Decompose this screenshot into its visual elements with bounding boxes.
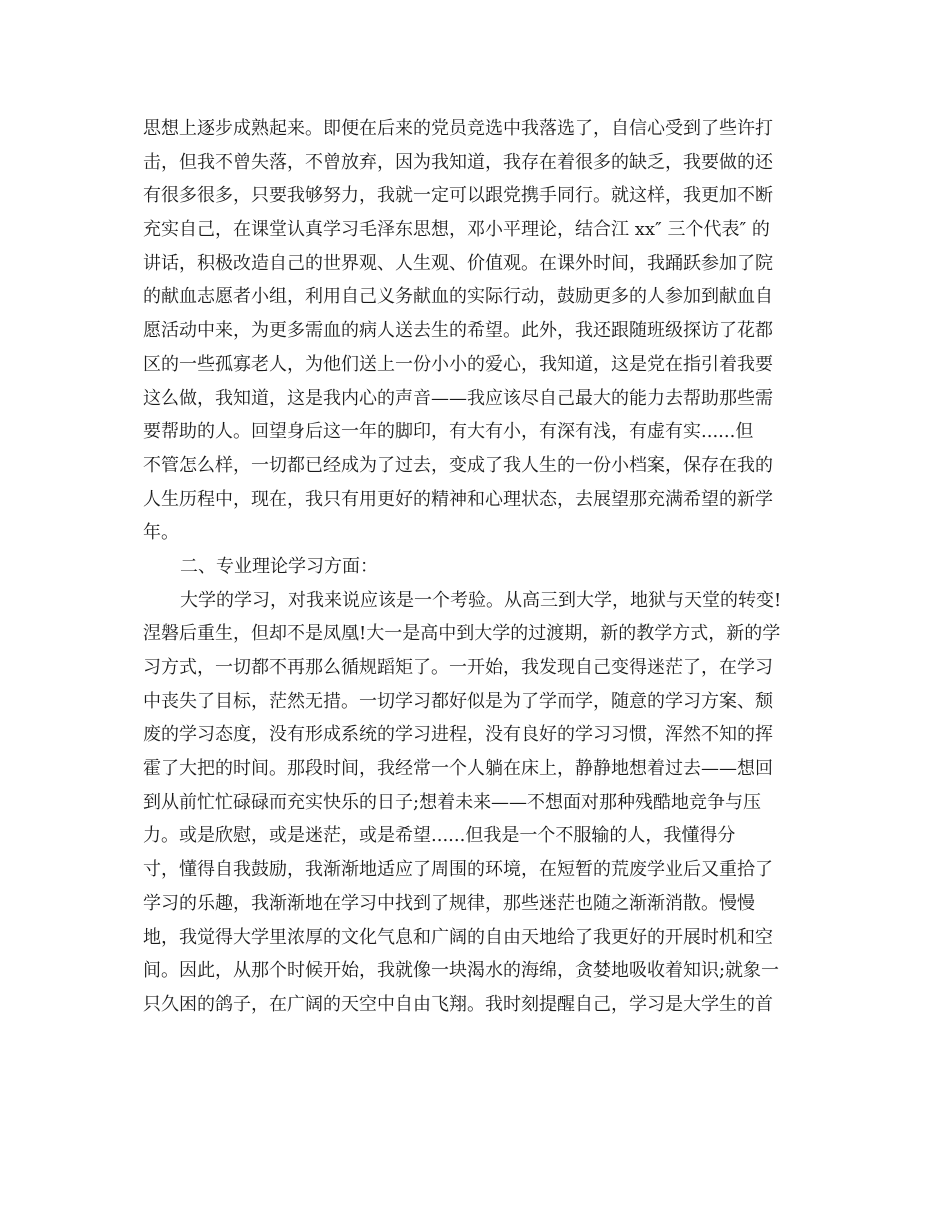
text-line: 有很多很多，只要我够努力，我就一定可以跟党携手同行。就这样，我更加不断 xyxy=(143,185,773,207)
text-line: 大学的学习，对我来说应该是一个考验。从高三到大学，地狱与天堂的转变! xyxy=(180,589,782,611)
text-line: 寸，懂得自我鼓励，我渐渐地适应了周围的环境，在短暂的荒废学业后又重拾了 xyxy=(143,859,773,881)
text-line: 年。 xyxy=(143,522,179,544)
paragraph-party-growth xyxy=(143,112,809,550)
text-line: 习方式，一切都不再那么循规蹈矩了。一开始，我发现自己变得迷茫了，在学习 xyxy=(143,657,773,678)
text-line: 击，但我不曾失落，不曾放弃，因为我知道，我存在着很多的缺乏，我要做的还 xyxy=(143,151,773,173)
text-line: 这么做，我知道，这是我内心的声音——我应该尽自己最大的能力去帮助那些需 xyxy=(143,387,773,409)
text-line: 要帮助的人。回望身后这一年的脚印，有大有小，有深有浅，有虚有实......但 xyxy=(143,421,754,443)
text-line: 不管怎么样，一切都已经成为了过去，变成了我人生的一份小档案，保存在我的 xyxy=(143,454,773,476)
text-line: 的献血志愿者小组，利用自己义务献血的实际行动，鼓励更多的人参加到献血自 xyxy=(143,286,773,308)
text-line: 只久困的鸽子，在广阔的天空中自由飞翔。我时刻提醒自己，学习是大学生的首 xyxy=(143,993,773,1015)
text-line: 愿活动中来，为更多需血的病人送去生的希望。此外，我还跟随班级探访了花都 xyxy=(143,320,773,342)
text-line: 到从前忙忙碌碌而充实快乐的日子;想着未来——不想面对那种残酷地竞争与压 xyxy=(143,791,762,813)
text-line: 间。因此，从那个时候开始，我就像一块渴水的海绵，贪婪地吸收着知识;就象一 xyxy=(143,960,780,982)
text-line: 霍了大把的时间。那段时间，我经常一个人躺在床上，静静地想着过去——想回 xyxy=(143,758,773,780)
text-line: 涅磐后重生，但却不是凤凰!大一是高中到大学的过渡期，新的教学方式，新的学 xyxy=(143,623,781,645)
text-line: 讲话，积极改造自己的世界观、人生观、价值观。在课外时间，我踊跃参加了院 xyxy=(143,252,773,274)
text-line: 学习的乐趣，我渐渐地在学习中找到了规律，那些迷茫也随之渐渐消散。慢慢 xyxy=(143,892,755,914)
text-line: 思想上逐步成熟起来。即便在后来的党员竞选中我落选了，自信心受到了些许打 xyxy=(143,118,773,139)
document-body xyxy=(143,112,809,1022)
text-line: 中丧失了目标，茫然无措。一切学习都好似是为了学而学，随意的学习方案、颓 xyxy=(143,690,773,712)
section-heading: 二、专业理论学习方面： xyxy=(180,555,378,577)
text-line: 力。或是欣慰，或是迷茫，或是希望......但我是一个不服输的人，我懂得分 xyxy=(143,825,736,847)
text-line: 废的学习态度，没有形成系统的学习进程，没有良好的学习习惯，浑然不知的挥 xyxy=(143,724,773,746)
text-line: 区的一些孤寡老人，为他们送上一份小小的爱心，我知道，这是党在指引着我要 xyxy=(143,353,773,375)
text-line: 人生历程中，现在，我只有用更好的精神和心理状态，去展望那充满希望的新学 xyxy=(143,488,773,510)
text-line: 地，我觉得大学里浓厚的文化气息和广阔的自由天地给了我更好的开展时机和空 xyxy=(143,926,773,948)
paragraph-study xyxy=(143,584,809,1022)
text-line: 充实自己，在课堂认真学习毛泽东思想，邓小平理论，结合江 xx″ 三个代表″ 的 xyxy=(143,219,770,241)
